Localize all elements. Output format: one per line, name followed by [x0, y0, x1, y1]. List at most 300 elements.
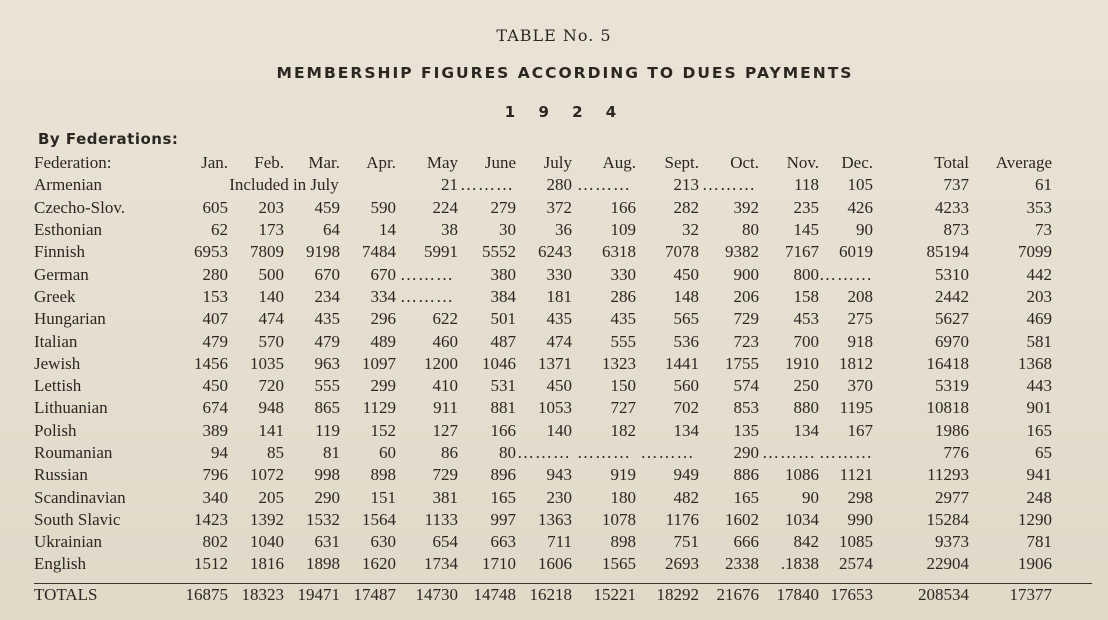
- table-cell: 64: [323, 220, 340, 240]
- table-cell: 145: [793, 220, 819, 240]
- table-cell: 2574: [839, 554, 873, 574]
- table-cell: 14748: [473, 584, 516, 604]
- table-cell: 298: [847, 487, 873, 507]
- table-cell: 10818: [926, 398, 969, 418]
- table-cell: 886: [733, 465, 759, 485]
- table-row-jewish: [34, 353, 1052, 375]
- table-cell: 2338: [725, 554, 759, 574]
- table-cell: ………: [819, 443, 873, 462]
- table-cell: 279: [490, 197, 516, 217]
- table-cell: 208: [847, 286, 873, 306]
- table-cell: 384: [490, 286, 516, 306]
- table-row-german: [34, 263, 1052, 285]
- table-row-greek: [34, 286, 1052, 308]
- table-cell: 17487: [353, 584, 396, 604]
- table-cell: 372: [546, 197, 572, 217]
- table-cell: 14: [379, 220, 396, 240]
- table-cell: 4233: [935, 197, 969, 217]
- table-cell: 1368: [1018, 353, 1052, 373]
- federation-name: Italian: [34, 331, 78, 351]
- federation-name: South Slavic: [34, 509, 121, 529]
- table-cell: 166: [610, 197, 636, 217]
- table-caption: TABLE No. 5: [496, 26, 612, 45]
- table-cell: 65: [1035, 443, 1052, 462]
- table-cell: 18323: [241, 584, 284, 604]
- table-cell: 389: [202, 420, 228, 440]
- table-row-ukrainian: [34, 531, 1052, 553]
- table-cell: 80: [499, 443, 516, 462]
- table-cell: 702: [673, 398, 699, 418]
- table-cell: 442: [1026, 264, 1052, 284]
- table-cell: 479: [314, 331, 340, 351]
- table-row-south-slavic: [34, 509, 1052, 531]
- table-cell: 1710: [482, 554, 516, 574]
- table-row-scandinavian: [34, 486, 1052, 508]
- table-cell: 334: [370, 286, 396, 306]
- table-cell: 1532: [306, 509, 340, 529]
- table-cell: 6970: [935, 331, 969, 351]
- table-cell: 22904: [926, 554, 969, 574]
- federation-name: Esthonian: [34, 220, 102, 240]
- table-cell: 36: [555, 220, 572, 240]
- table-cell: 5991: [424, 242, 458, 262]
- table-cell: 898: [370, 465, 396, 485]
- table-cell: 865: [314, 398, 340, 418]
- table-cell: ………: [400, 286, 454, 306]
- table-cell: 275: [847, 309, 873, 329]
- table-cell: 489: [370, 331, 396, 351]
- header-cell: Oct.: [730, 153, 759, 173]
- totals-row: [34, 576, 1052, 610]
- table-cell: 1053: [538, 398, 572, 418]
- table-cell: 873: [943, 220, 969, 240]
- table-cell: 674: [202, 398, 228, 418]
- table-cell: ………: [517, 443, 571, 462]
- table-cell: 1906: [1018, 554, 1052, 574]
- table-cell: 1200: [424, 353, 458, 373]
- table-cell: 560: [673, 376, 699, 396]
- table-cell: 280: [546, 175, 572, 195]
- table-cell: 7167: [785, 242, 819, 262]
- table-row-lettish: [34, 375, 1052, 397]
- table-cell: 1086: [785, 465, 819, 485]
- header-cell: Apr.: [366, 153, 396, 173]
- table-cell: 990: [847, 509, 873, 529]
- table-cell: 1363: [538, 509, 572, 529]
- table-cell: 205: [258, 487, 284, 507]
- table-cell: 474: [546, 331, 572, 351]
- table-cell: 16418: [926, 353, 969, 373]
- table-cell: 60: [379, 443, 396, 462]
- table-cell: 7484: [362, 242, 396, 262]
- federation-name: Finnish: [34, 242, 86, 262]
- table-cell: 134: [673, 420, 699, 440]
- table-cell: 280: [202, 264, 228, 284]
- table-cell: 800: [793, 264, 819, 284]
- table-cell: 1755: [725, 353, 759, 373]
- table-cell: 487: [490, 331, 516, 351]
- header-cell: July: [543, 153, 572, 173]
- header-cell: Sept.: [664, 153, 699, 173]
- table-cell: 1078: [602, 509, 636, 529]
- table-cell: 630: [370, 532, 396, 552]
- table-cell: 853: [733, 398, 759, 418]
- table-cell: 6243: [538, 242, 572, 262]
- table-cell: 5627: [935, 309, 969, 329]
- table-cell: 1195: [839, 398, 873, 418]
- table-cell: 450: [202, 376, 228, 396]
- table-cell: 1986: [935, 420, 969, 440]
- header-cell: Dec.: [841, 153, 873, 173]
- table-cell: 426: [847, 197, 873, 217]
- table-cell: 119: [315, 420, 340, 440]
- table-cell: 224: [432, 197, 458, 217]
- table-cell: 230: [546, 487, 572, 507]
- table-cell: 565: [673, 309, 699, 329]
- table-cell: 1085: [839, 532, 873, 552]
- header-cell: Total: [934, 153, 969, 173]
- table-row-esthonian: [34, 219, 1052, 241]
- table-cell: 5310: [935, 264, 969, 284]
- table-cell: 381: [432, 487, 458, 507]
- table-cell: 949: [673, 465, 699, 485]
- table-cell: 32: [682, 220, 699, 240]
- table-cell: 7809: [250, 242, 284, 262]
- table-cell: 5319: [935, 376, 969, 396]
- table-cell: 670: [314, 264, 340, 284]
- table-cell: 7099: [1018, 242, 1052, 262]
- table-cell: 181: [546, 286, 572, 306]
- table-cell: 407: [202, 309, 228, 329]
- table-cell: 1072: [250, 465, 284, 485]
- federation-name: Czecho-Slov.: [34, 197, 125, 217]
- table-cell: 450: [673, 264, 699, 284]
- table-cell: 7078: [665, 242, 699, 262]
- table-cell: 720: [258, 376, 284, 396]
- table-cell: 570: [258, 331, 284, 351]
- table-cell: 15221: [593, 584, 636, 604]
- table-cell: 290: [733, 443, 759, 462]
- table-row-hungarian: [34, 308, 1052, 330]
- table-cell: .1838: [780, 554, 819, 574]
- table-cell: 776: [943, 443, 969, 462]
- table-cell: 330: [610, 264, 636, 284]
- table-cell: 234: [314, 286, 340, 306]
- table-cell: 153: [202, 286, 228, 306]
- table-cell: 663: [490, 532, 516, 552]
- table-cell: 18292: [656, 584, 699, 604]
- table-cell: 666: [733, 532, 759, 552]
- table-cell: 896: [490, 465, 516, 485]
- federation-name: Greek: [34, 286, 76, 306]
- table-cell: 1097: [362, 353, 396, 373]
- table-cell: 151: [370, 487, 396, 507]
- table-cell: 370: [847, 376, 873, 396]
- table-cell: 2693: [665, 554, 699, 574]
- table-cell: 109: [610, 220, 636, 240]
- table-cell: 1133: [424, 509, 458, 529]
- table-row-finnish: [34, 241, 1052, 263]
- table-row-russian: [34, 464, 1052, 486]
- table-cell: ………: [702, 175, 756, 195]
- table-cell: ………: [819, 264, 873, 284]
- table-cell: 1323: [602, 353, 636, 373]
- table-cell: 9198: [306, 242, 340, 262]
- table-cell: 173: [258, 220, 284, 240]
- table-cell: 80: [742, 220, 759, 240]
- table-cell: 1606: [538, 554, 572, 574]
- table-cell: 166: [490, 420, 516, 440]
- table-cell: 140: [546, 420, 572, 440]
- table-cell: 700: [793, 331, 819, 351]
- table-cell: 919: [610, 465, 636, 485]
- header-cell: Federation:: [34, 153, 112, 173]
- table-cell: 1392: [250, 509, 284, 529]
- table-cell: 727: [610, 398, 636, 418]
- table-cell: 1816: [250, 554, 284, 574]
- table-cell: 296: [370, 309, 396, 329]
- table-cell: 605: [202, 197, 228, 217]
- table-cell: 911: [433, 398, 458, 418]
- table-cell: 165: [490, 487, 516, 507]
- table-cell: 118: [794, 175, 819, 195]
- table-cell: 105: [847, 175, 873, 195]
- table-cell: 9373: [935, 532, 969, 552]
- table-cell: 6318: [602, 242, 636, 262]
- table-cell: 435: [546, 309, 572, 329]
- table-cell: ………: [400, 264, 454, 284]
- section-heading: By Federations:: [38, 130, 179, 148]
- federation-name: Scandinavian: [34, 487, 126, 507]
- table-cell: 9382: [725, 242, 759, 262]
- table-cell: 30: [499, 220, 516, 240]
- table-cell: 711: [547, 532, 572, 552]
- table-cell: 531: [490, 376, 516, 396]
- table-cell: 290: [314, 487, 340, 507]
- table-cell: 881: [490, 398, 516, 418]
- table-cell: 941: [1026, 465, 1052, 485]
- table-cell: 141: [258, 420, 284, 440]
- table-row-polish: [34, 420, 1052, 442]
- table-cell: 737: [943, 175, 969, 195]
- table-cell: 85: [267, 443, 284, 462]
- table-cell: 555: [610, 331, 636, 351]
- table-cell: 1602: [725, 509, 759, 529]
- table-cell: 479: [202, 331, 228, 351]
- table-row-lithuanian: [34, 397, 1052, 419]
- table-cell: 1034: [785, 509, 819, 529]
- table-cell: 135: [733, 420, 759, 440]
- header-cell: Jan.: [201, 153, 228, 173]
- table-cell: 152: [370, 420, 396, 440]
- table-cell: 1423: [194, 509, 228, 529]
- table-cell: 474: [258, 309, 284, 329]
- table-row-armenian: [34, 174, 1052, 196]
- table-cell: 248: [1026, 487, 1052, 507]
- table-cell: 729: [733, 309, 759, 329]
- table-cell: 781: [1026, 532, 1052, 552]
- totals-divider: [34, 583, 1092, 584]
- table-cell: 203: [1026, 286, 1052, 306]
- table-cell: 61: [1035, 175, 1052, 195]
- table-cell: 670: [370, 264, 396, 284]
- table-title: MEMBERSHIP FIGURES ACCORDING TO DUES PAYMENTS: [276, 64, 854, 82]
- table-cell: ………: [460, 175, 514, 195]
- membership-table: [34, 152, 1052, 610]
- header-cell: Mar.: [308, 153, 340, 173]
- table-cell: 19471: [297, 584, 340, 604]
- table-cell: 622: [432, 309, 458, 329]
- table-cell: 392: [733, 197, 759, 217]
- table-cell: 842: [793, 532, 819, 552]
- federation-name: Jewish: [34, 353, 81, 373]
- table-cell: 581: [1026, 331, 1052, 351]
- federation-name: German: [34, 264, 89, 284]
- table-cell: 94: [211, 443, 228, 462]
- table-cell: 127: [432, 420, 458, 440]
- federation-name: Roumanian: [34, 443, 113, 462]
- table-cell: 6953: [194, 242, 228, 262]
- table-cell: 5552: [482, 242, 516, 262]
- table-cell: 1040: [250, 532, 284, 552]
- federation-name: TOTALS: [34, 584, 98, 604]
- table-cell: 213: [673, 175, 699, 195]
- header-row: [34, 152, 1052, 174]
- table-cell: 21676: [716, 584, 759, 604]
- table-cell: 631: [314, 532, 340, 552]
- table-cell: 901: [1026, 398, 1052, 418]
- table-cell: 443: [1026, 376, 1052, 396]
- table-cell: 574: [733, 376, 759, 396]
- table-cell: 340: [202, 487, 228, 507]
- table-cell: 1441: [665, 353, 699, 373]
- table-cell: 182: [610, 420, 636, 440]
- table-cell: 380: [490, 264, 516, 284]
- table-row-roumanian: [34, 442, 1052, 464]
- table-cell: 435: [610, 309, 636, 329]
- federation-name: Polish: [34, 420, 77, 440]
- table-cell: 555: [314, 376, 340, 396]
- table-cell: 1035: [250, 353, 284, 373]
- table-cell: 751: [673, 532, 699, 552]
- federation-name: English: [34, 554, 86, 574]
- table-cell: 590: [370, 197, 396, 217]
- table-cell: 2977: [935, 487, 969, 507]
- table-cell: 796: [202, 465, 228, 485]
- table-cell: 150: [610, 376, 636, 396]
- header-cell: Feb.: [254, 153, 284, 173]
- table-cell: 880: [793, 398, 819, 418]
- table-cell: 729: [432, 465, 458, 485]
- table-cell: 250: [793, 376, 819, 396]
- table-cell: 17377: [1009, 584, 1052, 604]
- table-cell: 469: [1026, 309, 1052, 329]
- table-cell: 62: [211, 220, 228, 240]
- table-cell: 997: [490, 509, 516, 529]
- table-cell: 1812: [839, 353, 873, 373]
- table-cell: 459: [314, 197, 340, 217]
- table-cell: ………: [640, 443, 695, 462]
- table-cell: 167: [847, 420, 873, 440]
- table-cell: 460: [432, 331, 458, 351]
- table-row-czecho-slov: [34, 197, 1052, 219]
- header-cell: June: [484, 153, 516, 173]
- table-cell: 282: [673, 197, 699, 217]
- table-cell: 1176: [665, 509, 699, 529]
- table-row-italian: [34, 330, 1052, 352]
- table-cell: 501: [490, 309, 516, 329]
- table-cell: 15284: [926, 509, 969, 529]
- federation-name: Lettish: [34, 376, 82, 396]
- table-cell: 1898: [306, 554, 340, 574]
- table-cell: 453: [793, 309, 819, 329]
- header-cell: Nov.: [786, 153, 819, 173]
- table-cell: 165: [733, 487, 759, 507]
- table-cell: 235: [793, 197, 819, 217]
- table-cell: 435: [314, 309, 340, 329]
- table-cell: 86: [441, 443, 458, 462]
- table-cell: 16218: [529, 584, 572, 604]
- table-cell: 90: [856, 220, 873, 240]
- table-cell: 140: [258, 286, 284, 306]
- table-cell: 1129: [362, 398, 396, 418]
- table-cell: 6019: [839, 242, 873, 262]
- table-cell: 17840: [776, 584, 819, 604]
- table-cell: 802: [202, 532, 228, 552]
- table-cell: 203: [258, 197, 284, 217]
- table-cell: ………: [762, 443, 816, 462]
- header-cell: Aug.: [602, 153, 636, 173]
- table-cell: 450: [546, 376, 572, 396]
- table-cell: 165: [1026, 420, 1052, 440]
- table-cell: 723: [733, 331, 759, 351]
- table-cell: 81: [323, 443, 340, 462]
- table-cell: 353: [1026, 197, 1052, 217]
- table-cell: 900: [733, 264, 759, 284]
- table-cell: 90: [802, 487, 819, 507]
- table-cell: 963: [314, 353, 340, 373]
- table-cell: 1512: [194, 554, 228, 574]
- table-cell: 1290: [1018, 509, 1052, 529]
- table-cell: 948: [258, 398, 284, 418]
- table-cell: 1046: [482, 353, 516, 373]
- table-cell: 14730: [415, 584, 458, 604]
- table-cell: 85194: [926, 242, 969, 262]
- table-cell: 299: [370, 376, 396, 396]
- table-cell: 16875: [185, 584, 228, 604]
- table-cell: 208534: [918, 584, 969, 604]
- table-cell: 286: [610, 286, 636, 306]
- table-cell: 158: [793, 286, 819, 306]
- table-cell: 1734: [424, 554, 458, 574]
- table-cell: 17653: [830, 584, 873, 604]
- table-cell: 180: [610, 487, 636, 507]
- federation-name: Russian: [34, 465, 88, 485]
- table-cell: 148: [673, 286, 699, 306]
- table-cell: 1456: [194, 353, 228, 373]
- table-cell: ………: [577, 175, 631, 195]
- federation-name: Armenian: [34, 175, 102, 195]
- table-cell: 898: [610, 532, 636, 552]
- table-cell: 536: [673, 331, 699, 351]
- table-cell: 1910: [785, 353, 819, 373]
- table-cell: 206: [733, 286, 759, 306]
- table-cell: 410: [432, 376, 458, 396]
- table-cell: 1121: [839, 465, 873, 485]
- table-cell: 654: [432, 532, 458, 552]
- table-cell: 943: [546, 465, 572, 485]
- table-cell: 38: [441, 220, 458, 240]
